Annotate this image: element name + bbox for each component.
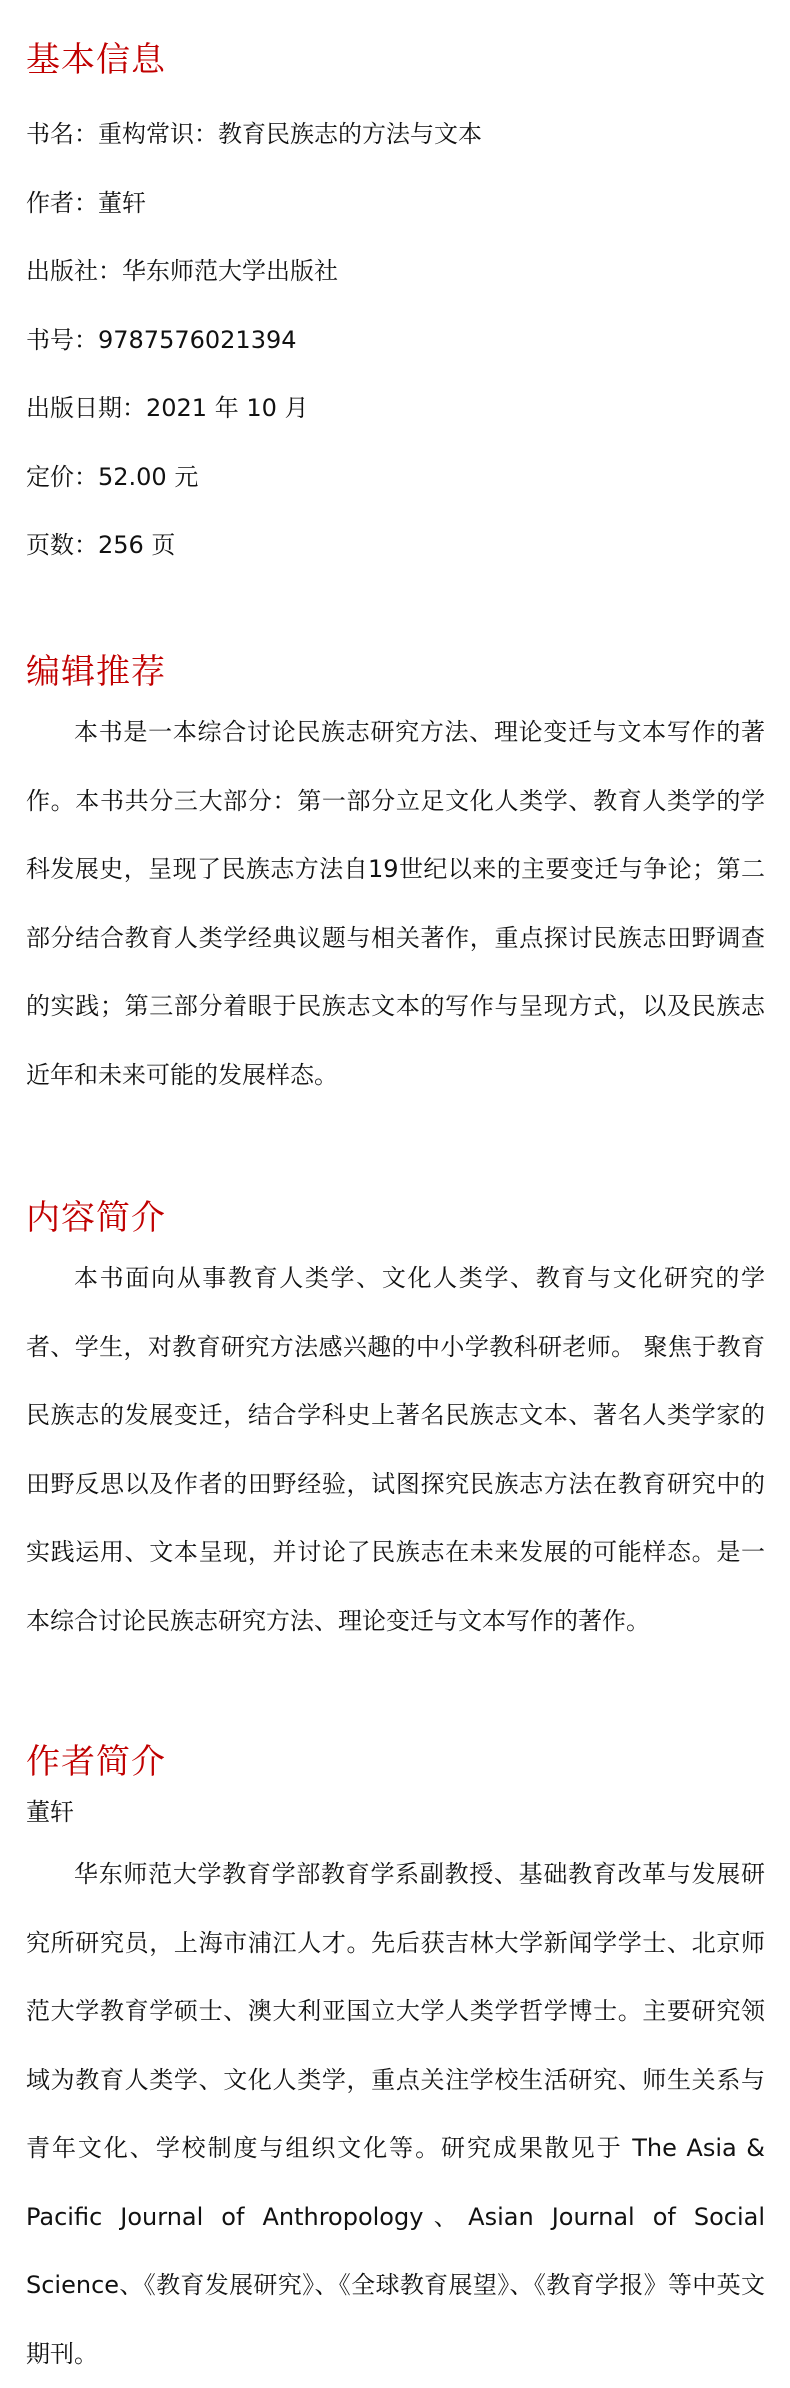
book-title-line: 书名：重构常识：教育民族志的方法与文本 (26, 120, 482, 148)
content-intro-section (26, 1196, 765, 1655)
author-intro-heading: 作者简介 (26, 1742, 166, 1782)
author-line: 作者：董轩 (26, 188, 146, 217)
author-intro-section (26, 1740, 765, 2388)
publisher-line: 出版社：华东师范大学出版社 (26, 257, 338, 285)
basic-info-heading: 基本信息 (26, 40, 166, 80)
author-intro-text: 华东师范大学教育学部教育学系副教授、基础教育改革与发展研究所研究员，上海市浦江人才。先后获吉林大学新闻学学士、北京师范大学教育学硕士、澳大利亚国立大学人类学哲学博士。主要研究领域为教育人类学、文化人类学，重点关注学校生活研究、师生关系与青年文化、学校制度与组织文化等。研究成果散见于 The Asia & Pacific Journal of Anthropology、Asian Journal of Social Science、《教育发展研究》、《全球教育展望》、《教育学报》等中英文期刊。 (26, 1860, 765, 2368)
author-name: 董轩 (26, 1798, 74, 1826)
editor-recommend-heading: 编辑推荐 (26, 652, 166, 692)
basic-info-section (26, 38, 765, 598)
publish-date-line: 出版日期：2021 年 10 月 (26, 394, 309, 422)
isbn-line: 书号：9787576021394 (26, 325, 297, 354)
content-intro-heading: 内容简介 (26, 1198, 166, 1238)
editor-recommend-section (26, 650, 765, 1109)
content-intro-text: 本书面向从事教育人类学、文化人类学、教育与文化研究的学者、学生，对教育研究方法感兴趣的中小学教科研老师。 聚焦于教育民族志的发展变迁，结合学科史上著名民族志文本、著名人类学家的田野反思以及作者的田野经验，试图探究民族志方法在教育研究中的实践运用、文本呈现，并讨论了民族志在未来发展的可能样态。是一本综合讨论民族志研究方法、理论变迁与文本写作的著作。 (26, 1264, 765, 1635)
price-line: 定价：52.00 元 (26, 462, 199, 491)
editor-recommend-text: 本书是一本综合讨论民族志研究方法、理论变迁与文本写作的著作。本书共分三大部分：第一部分立足文化人类学、教育人类学的学科发展史，呈现了民族志方法自19世纪以来的主要变迁与争论；第二部分结合教育人类学经典议题与相关著作，重点探讨民族志田野调查的实践；第三部分着眼于民族志文本的写作与呈现方式，以及民族志近年和未来可能的发展样态。 (26, 718, 765, 1089)
pages-line: 页数：256 页 (26, 531, 176, 559)
